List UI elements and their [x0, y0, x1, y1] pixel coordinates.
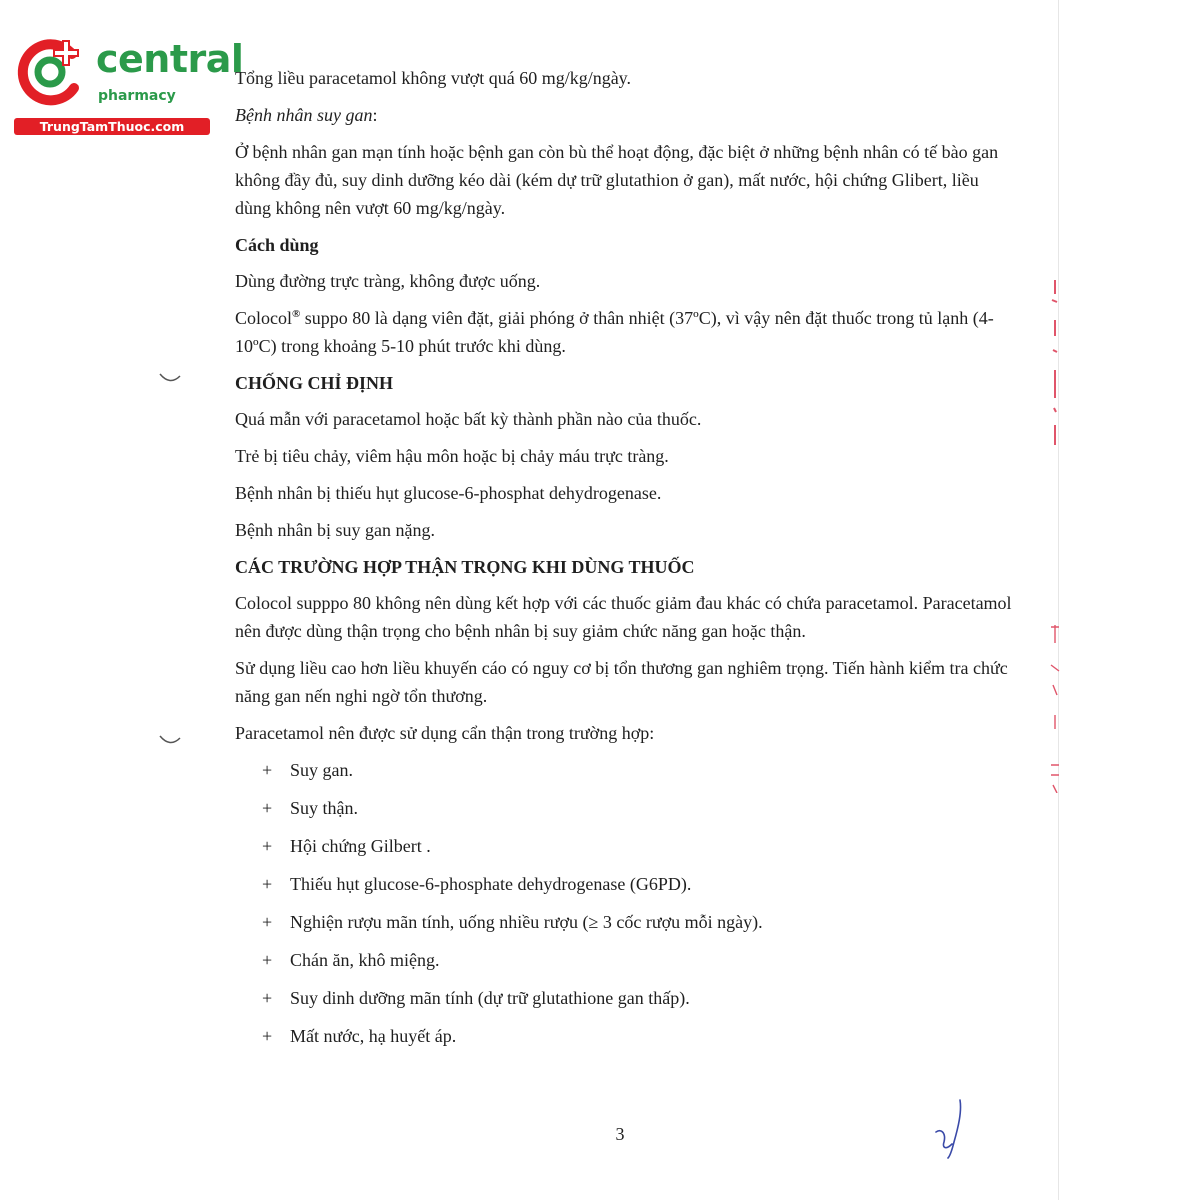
list-item [235, 832, 1015, 860]
list-item [235, 946, 1015, 974]
list-item-text: Hội chứng Gilbert . [290, 836, 431, 856]
dosage-total: Tổng liều paracetamol không vượt quá 60 mg/kg/ngày. [235, 68, 632, 88]
usage-heading: Cách dùng [235, 235, 319, 255]
bullet: + [262, 798, 273, 818]
product-name: Colocol [235, 308, 292, 328]
bullet: + [262, 1026, 273, 1046]
bullet: + [262, 950, 273, 970]
punch-hole-mark-icon [158, 372, 182, 384]
bullet: + [262, 836, 273, 856]
list-item-text: Nghiện rượu mãn tính, uống nhiều rượu (≥ 3 cốc rượu mỗi ngày). [290, 912, 763, 932]
bullet: + [262, 912, 273, 932]
brand-subtitle: pharmacy [98, 88, 176, 104]
list-item-text: Chán ăn, khô miệng. [290, 950, 440, 970]
brand-website[interactable]: TrungTamThuoc.com [14, 118, 210, 135]
liver-heading [235, 101, 1015, 129]
list-item [235, 756, 1015, 784]
list-item [235, 1022, 1015, 1050]
list-item [235, 870, 1015, 898]
list-item-text: Mất nước, hạ huyết áp. [290, 1026, 457, 1046]
bullet: + [262, 988, 273, 1008]
caution-paragraph: Sử dụng liều cao hơn liều khuyến cáo có nguy cơ bị tổn thương gan nghiêm trọng. Tiến hành kiểm tra chức năng gan nến nghi ngờ tổn thương. [235, 658, 1008, 706]
stamp-mark-icon [1045, 625, 1063, 793]
contraindication-heading: CHỐNG CHỈ ĐỊNH [235, 373, 394, 393]
usage-storage [235, 304, 1015, 360]
bullet: + [262, 760, 273, 780]
signature-icon [932, 1098, 968, 1160]
list-item [235, 908, 1015, 936]
page-margin [1059, 0, 1200, 1200]
contraindication-item: Trẻ bị tiêu chảy, viêm hậu môn hoặc bị chảy máu trực tràng. [235, 446, 669, 466]
punch-hole-mark-icon [158, 734, 182, 746]
contraindication-item: Bệnh nhân bị thiếu hụt glucose-6-phosphat dehydrogenase. [235, 483, 662, 503]
stamp-mark-icon [1045, 280, 1063, 445]
usage-storage-text: suppo 80 là dạng viên đặt, giải phóng ở thân nhiệt (37ºC), vì vậy nên đặt thuốc trong tủ lạnh (4-10ºC) trong khoảng 5-10 phút trước khi dùng. [235, 308, 994, 356]
registered-mark: ® [292, 308, 301, 320]
caution-paragraph: Colocol supppo 80 không nên dùng kết hợp với các thuốc giảm đau khác có chứa paracetamol. Paracetamol nên được dùng thận trọng cho bệnh nhân bị suy giảm chức năng gan hoặc thận. [235, 593, 1012, 641]
pharmacy-cross-icon [10, 38, 90, 108]
brand-logo[interactable] [10, 37, 244, 138]
brand-name: central [96, 37, 244, 81]
contraindication-item: Quá mẫn với paracetamol hoặc bất kỳ thành phần nào của thuốc. [235, 409, 702, 429]
list-item-text: Suy thận. [290, 798, 359, 818]
list-item [235, 794, 1015, 822]
caution-paragraph: Paracetamol nên được sử dụng cẩn thận trong trường hợp: [235, 723, 655, 743]
list-item-text: Thiếu hụt glucose-6-phosphate dehydrogenase (G6PD). [290, 874, 692, 894]
list-item [235, 984, 1015, 1012]
document-body [235, 64, 1015, 1060]
contraindication-item: Bệnh nhân bị suy gan nặng. [235, 520, 435, 540]
bullet: + [262, 874, 273, 894]
liver-text: Ở bệnh nhân gan mạn tính hoặc bệnh gan còn bù thể hoạt động, đặc biệt ở những bệnh nhân có tế bào gan không đầy đủ, suy dinh dưỡng kéo dài (kém dự trữ glutathion ở gan), mất nước, hội chứng Glibert, liều dùng không nên vượt 60 mg/kg/ngày. [235, 142, 999, 218]
caution-heading: CÁC TRƯỜNG HỢP THẬN TRỌNG KHI DÙNG THUỐC [235, 557, 695, 577]
caution-list [235, 756, 1015, 1050]
list-item-text: Suy gan. [290, 760, 353, 780]
page-number: 3 [615, 1124, 625, 1144]
list-item-text: Suy dinh dưỡng mãn tính (dự trữ glutathione gan thấp). [290, 988, 690, 1008]
usage-route: Dùng đường trực tràng, không được uống. [235, 271, 541, 291]
liver-heading-colon: : [372, 105, 378, 125]
liver-heading-text: Bệnh nhân suy gan [235, 105, 373, 125]
